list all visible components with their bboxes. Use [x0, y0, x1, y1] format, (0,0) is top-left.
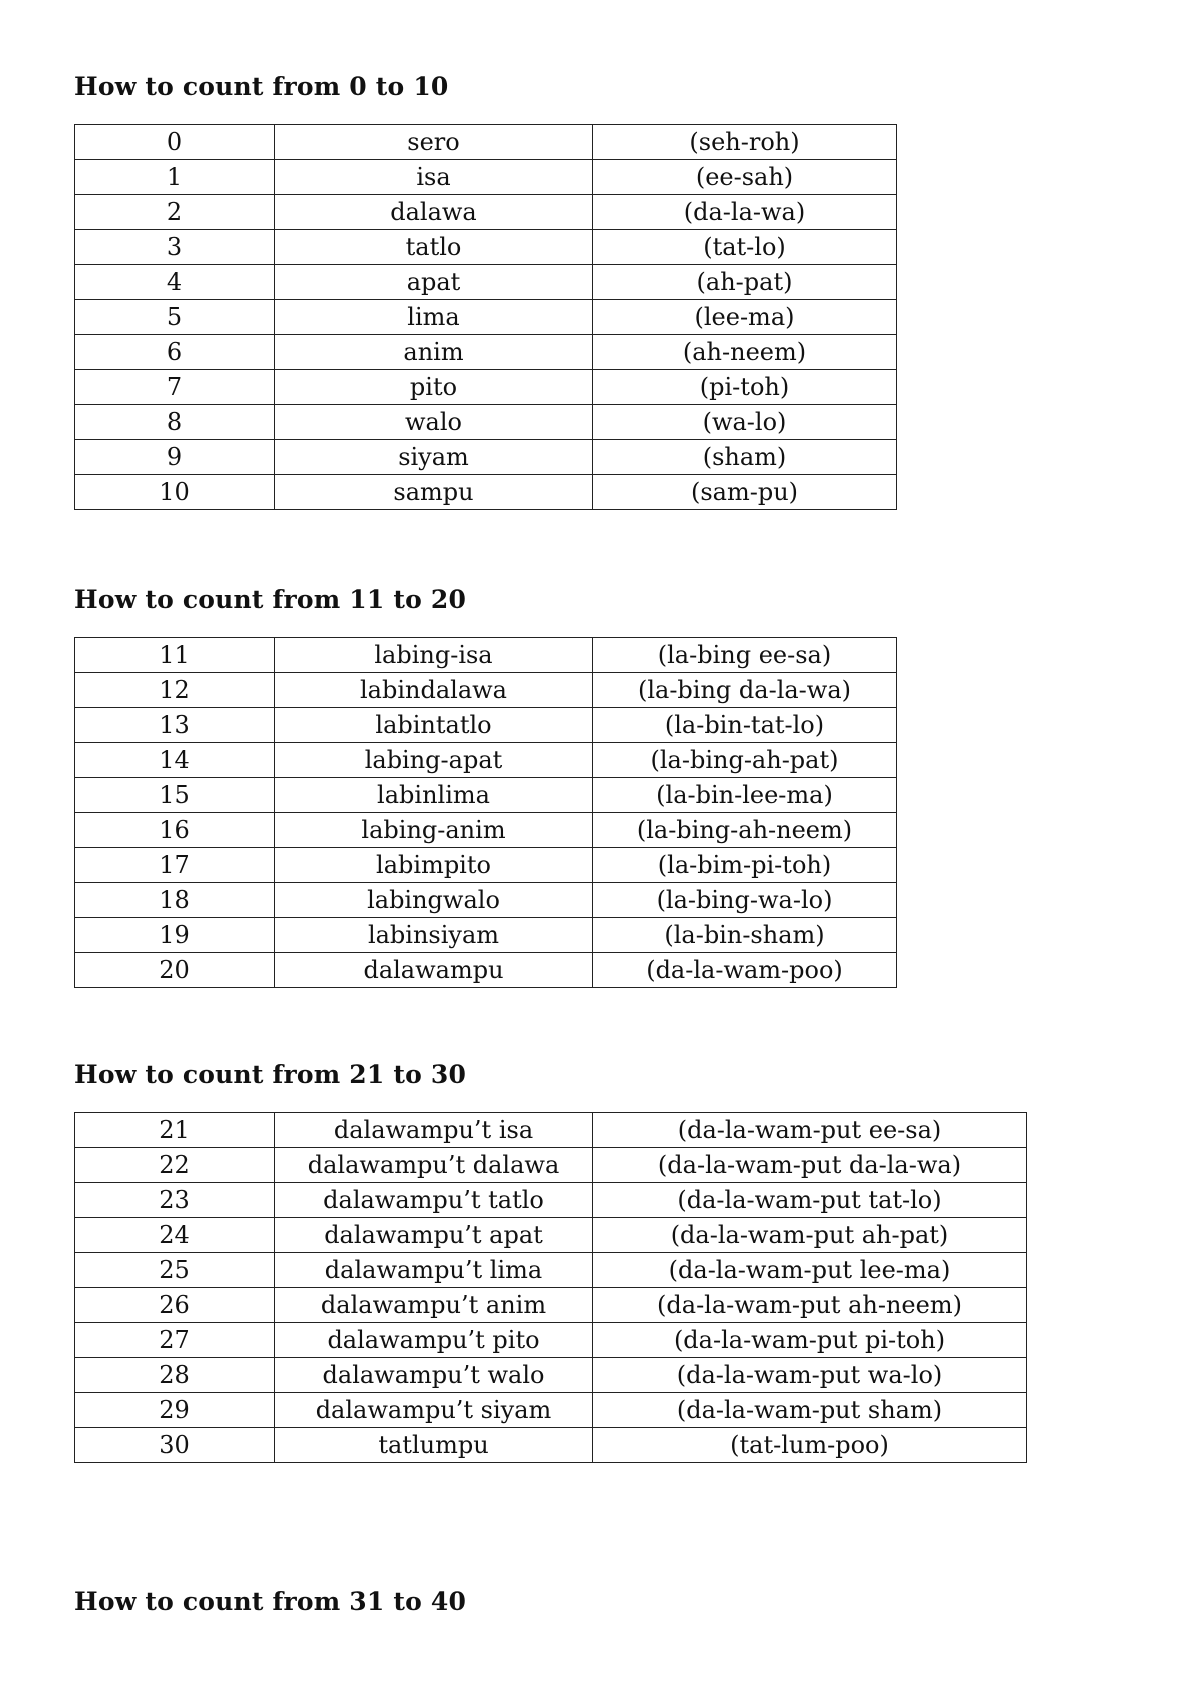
table-row [75, 475, 897, 510]
pronunciation-cell: (ah-neem) [593, 335, 897, 370]
table-row [75, 673, 897, 708]
table-row [75, 1183, 1027, 1218]
table-row [75, 638, 897, 673]
number-cell: 27 [75, 1323, 275, 1358]
number-cell: 24 [75, 1218, 275, 1253]
filipino-word-cell: dalawa [275, 195, 593, 230]
pronunciation-cell: (da-la-wam-put tat-lo) [593, 1183, 1027, 1218]
filipino-word-cell: dalawampu’t lima [275, 1253, 593, 1288]
filipino-word-cell: tatlumpu [275, 1428, 593, 1463]
pronunciation-cell: (da-la-wam-put wa-lo) [593, 1358, 1027, 1393]
pronunciation-cell: (la-bin-sham) [593, 918, 897, 953]
pronunciation-cell: (tat-lum-poo) [593, 1428, 1027, 1463]
section-title-11-to-20: How to count from 11 to 20 [74, 585, 467, 614]
section-title-31-to-40: How to count from 31 to 40 [74, 1587, 467, 1616]
number-cell: 14 [75, 743, 275, 778]
filipino-word-cell: dalawampu’t isa [275, 1113, 593, 1148]
pronunciation-cell: (da-la-wam-put da-la-wa) [593, 1148, 1027, 1183]
number-cell: 19 [75, 918, 275, 953]
table-row [75, 848, 897, 883]
number-cell: 15 [75, 778, 275, 813]
number-cell: 22 [75, 1148, 275, 1183]
count-table-11-to-20 [74, 637, 897, 988]
filipino-word-cell: dalawampu [275, 953, 593, 988]
filipino-word-cell: dalawampu’t anim [275, 1288, 593, 1323]
number-cell: 6 [75, 335, 275, 370]
table-row [75, 160, 897, 195]
number-cell: 3 [75, 230, 275, 265]
filipino-word-cell: dalawampu’t pito [275, 1323, 593, 1358]
pronunciation-cell: (la-bing-ah-neem) [593, 813, 897, 848]
filipino-word-cell: dalawampu’t siyam [275, 1393, 593, 1428]
filipino-word-cell: pito [275, 370, 593, 405]
table-row [75, 1358, 1027, 1393]
filipino-word-cell: labingwalo [275, 883, 593, 918]
filipino-word-cell: dalawampu’t walo [275, 1358, 593, 1393]
filipino-word-cell: labinlima [275, 778, 593, 813]
number-cell: 9 [75, 440, 275, 475]
pronunciation-cell: (seh-roh) [593, 125, 897, 160]
section-title-21-to-30: How to count from 21 to 30 [74, 1060, 467, 1089]
pronunciation-cell: (da-la-wam-put pi-toh) [593, 1323, 1027, 1358]
pronunciation-cell: (wa-lo) [593, 405, 897, 440]
table-row [75, 405, 897, 440]
number-cell: 7 [75, 370, 275, 405]
number-cell: 12 [75, 673, 275, 708]
pronunciation-cell: (da-la-wam-put ee-sa) [593, 1113, 1027, 1148]
table-row [75, 195, 897, 230]
table-row [75, 1323, 1027, 1358]
number-cell: 18 [75, 883, 275, 918]
table-row [75, 918, 897, 953]
number-cell: 20 [75, 953, 275, 988]
filipino-word-cell: apat [275, 265, 593, 300]
filipino-word-cell: sero [275, 125, 593, 160]
filipino-word-cell: labing-isa [275, 638, 593, 673]
number-cell: 2 [75, 195, 275, 230]
number-cell: 29 [75, 1393, 275, 1428]
number-cell: 1 [75, 160, 275, 195]
number-cell: 21 [75, 1113, 275, 1148]
number-cell: 16 [75, 813, 275, 848]
table-row [75, 1288, 1027, 1323]
number-cell: 26 [75, 1288, 275, 1323]
filipino-word-cell: labindalawa [275, 673, 593, 708]
pronunciation-cell: (ah-pat) [593, 265, 897, 300]
table-row [75, 883, 897, 918]
table-row [75, 230, 897, 265]
pronunciation-cell: (la-bin-tat-lo) [593, 708, 897, 743]
number-cell: 0 [75, 125, 275, 160]
number-cell: 5 [75, 300, 275, 335]
number-cell: 23 [75, 1183, 275, 1218]
filipino-word-cell: walo [275, 405, 593, 440]
number-cell: 4 [75, 265, 275, 300]
number-cell: 17 [75, 848, 275, 883]
table-row [75, 813, 897, 848]
filipino-word-cell: labintatlo [275, 708, 593, 743]
number-cell: 10 [75, 475, 275, 510]
pronunciation-cell: (da-la-wam-poo) [593, 953, 897, 988]
filipino-word-cell: siyam [275, 440, 593, 475]
number-cell: 8 [75, 405, 275, 440]
pronunciation-cell: (da-la-wam-put ah-pat) [593, 1218, 1027, 1253]
filipino-word-cell: labing-anim [275, 813, 593, 848]
pronunciation-cell: (la-bing-wa-lo) [593, 883, 897, 918]
table-row [75, 335, 897, 370]
number-cell: 13 [75, 708, 275, 743]
pronunciation-cell: (da-la-wam-put lee-ma) [593, 1253, 1027, 1288]
table-row [75, 1113, 1027, 1148]
number-cell: 25 [75, 1253, 275, 1288]
pronunciation-cell: (da-la-wa) [593, 195, 897, 230]
count-table-0-to-10 [74, 124, 897, 510]
filipino-word-cell: anim [275, 335, 593, 370]
count-table-21-to-30 [74, 1112, 1027, 1463]
filipino-word-cell: labinsiyam [275, 918, 593, 953]
pronunciation-cell: (ee-sah) [593, 160, 897, 195]
table-row [75, 1428, 1027, 1463]
filipino-word-cell: isa [275, 160, 593, 195]
table-row [75, 1253, 1027, 1288]
table-row [75, 300, 897, 335]
filipino-word-cell: dalawampu’t apat [275, 1218, 593, 1253]
filipino-word-cell: dalawampu’t tatlo [275, 1183, 593, 1218]
number-cell: 30 [75, 1428, 275, 1463]
table-row [75, 708, 897, 743]
table-row [75, 1218, 1027, 1253]
pronunciation-cell: (la-bin-lee-ma) [593, 778, 897, 813]
pronunciation-cell: (da-la-wam-put sham) [593, 1393, 1027, 1428]
table-row [75, 1148, 1027, 1183]
filipino-word-cell: labing-apat [275, 743, 593, 778]
pronunciation-cell: (da-la-wam-put ah-neem) [593, 1288, 1027, 1323]
filipino-word-cell: sampu [275, 475, 593, 510]
pronunciation-cell: (la-bim-pi-toh) [593, 848, 897, 883]
pronunciation-cell: (tat-lo) [593, 230, 897, 265]
filipino-word-cell: tatlo [275, 230, 593, 265]
filipino-word-cell: lima [275, 300, 593, 335]
section-title-0-to-10: How to count from 0 to 10 [74, 72, 449, 101]
table-row [75, 743, 897, 778]
number-cell: 11 [75, 638, 275, 673]
table-row [75, 440, 897, 475]
pronunciation-cell: (pi-toh) [593, 370, 897, 405]
table-row [75, 953, 897, 988]
pronunciation-cell: (la-bing-ah-pat) [593, 743, 897, 778]
filipino-word-cell: labimpito [275, 848, 593, 883]
table-row [75, 1393, 1027, 1428]
table-row [75, 265, 897, 300]
table-row [75, 370, 897, 405]
pronunciation-cell: (lee-ma) [593, 300, 897, 335]
pronunciation-cell: (sham) [593, 440, 897, 475]
table-row [75, 778, 897, 813]
pronunciation-cell: (la-bing da-la-wa) [593, 673, 897, 708]
filipino-word-cell: dalawampu’t dalawa [275, 1148, 593, 1183]
number-cell: 28 [75, 1358, 275, 1393]
pronunciation-cell: (sam-pu) [593, 475, 897, 510]
pronunciation-cell: (la-bing ee-sa) [593, 638, 897, 673]
table-row [75, 125, 897, 160]
